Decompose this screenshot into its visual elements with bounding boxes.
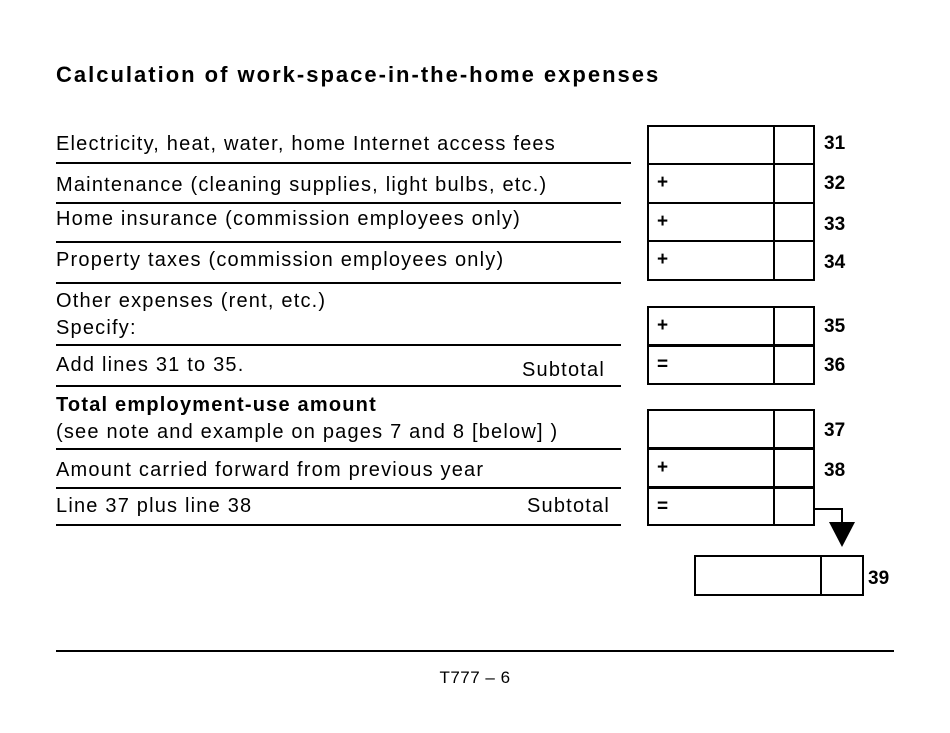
line-38-label: Amount carried forward from previous year: [56, 459, 485, 481]
line-36-sign: =: [657, 354, 669, 375]
line-32-rule: [56, 202, 621, 204]
line-33-number: 33: [824, 214, 846, 235]
line-35-amount-field[interactable]: [647, 306, 815, 346]
form-title: Calculation of work-space-in-the-home expenses: [56, 62, 661, 87]
line-31-rule: [56, 162, 631, 164]
subtotal-word: Subtotal: [527, 495, 610, 517]
line-38-sign: +: [657, 457, 669, 478]
line-33-label: Home insurance (commission employees only): [56, 208, 521, 230]
footer-divider: [56, 650, 894, 652]
line-37-label: Total employment-use amount: [56, 394, 377, 416]
line-34-amount-field[interactable]: [647, 240, 815, 281]
line-31-dollars-input[interactable]: [649, 127, 773, 163]
line-35-sign: +: [657, 315, 669, 336]
line-37-note: (see note and example on pages 7 and 8 [below] ): [56, 421, 559, 443]
line-33-sign: +: [657, 211, 669, 232]
subtotal-sign: =: [657, 496, 669, 517]
subtotal-label: Line 37 plus line 38: [56, 495, 253, 517]
line-35-number: 35: [824, 316, 846, 337]
line-39-amount-field[interactable]: [694, 555, 864, 596]
line-34-label: Property taxes (commission employees only): [56, 249, 505, 271]
line-32-amount-field[interactable]: [647, 163, 815, 204]
line-32-sign: +: [657, 172, 669, 193]
line-38-number: 38: [824, 460, 846, 481]
down-arrow-icon: [810, 505, 870, 555]
subtotal-rule: [56, 524, 621, 526]
line-31-label: Electricity, heat, water, home Internet access fees: [56, 133, 556, 155]
line-37-rule: [56, 448, 621, 450]
line-36-rule: [56, 385, 621, 387]
page-footer: T777 – 6: [439, 668, 511, 687]
line-35-rule: [56, 344, 621, 346]
line-36-amount-field[interactable]: [647, 345, 815, 385]
line-37-amount-field[interactable]: [647, 409, 815, 449]
line-33-amount-field[interactable]: [647, 202, 815, 242]
subtotal-amount-field[interactable]: [647, 487, 815, 526]
line-38-rule: [56, 487, 621, 489]
line-32-label: Maintenance (cleaning supplies, light bulbs, etc.): [56, 174, 548, 196]
line-36-number: 36: [824, 355, 846, 376]
line-39-number: 39: [868, 568, 890, 589]
line-31-number: 31: [824, 133, 846, 154]
line-34-sign: +: [657, 249, 669, 270]
line-38-amount-field[interactable]: [647, 448, 815, 488]
line-32-number: 32: [824, 173, 846, 194]
line-37-number: 37: [824, 420, 846, 441]
line-36-label: Add lines 31 to 35.: [56, 354, 245, 376]
line-34-rule: [56, 282, 621, 284]
line-35-label: Other expenses (rent, etc.): [56, 290, 327, 312]
line-33-rule: [56, 241, 621, 243]
line-31-cents-input[interactable]: [775, 127, 813, 163]
line-34-number: 34: [824, 252, 846, 273]
line-35-specify-label: Specify:: [56, 317, 137, 339]
line-36-subtotal-label: Subtotal: [522, 359, 605, 381]
line-31-amount-field[interactable]: [647, 125, 815, 165]
